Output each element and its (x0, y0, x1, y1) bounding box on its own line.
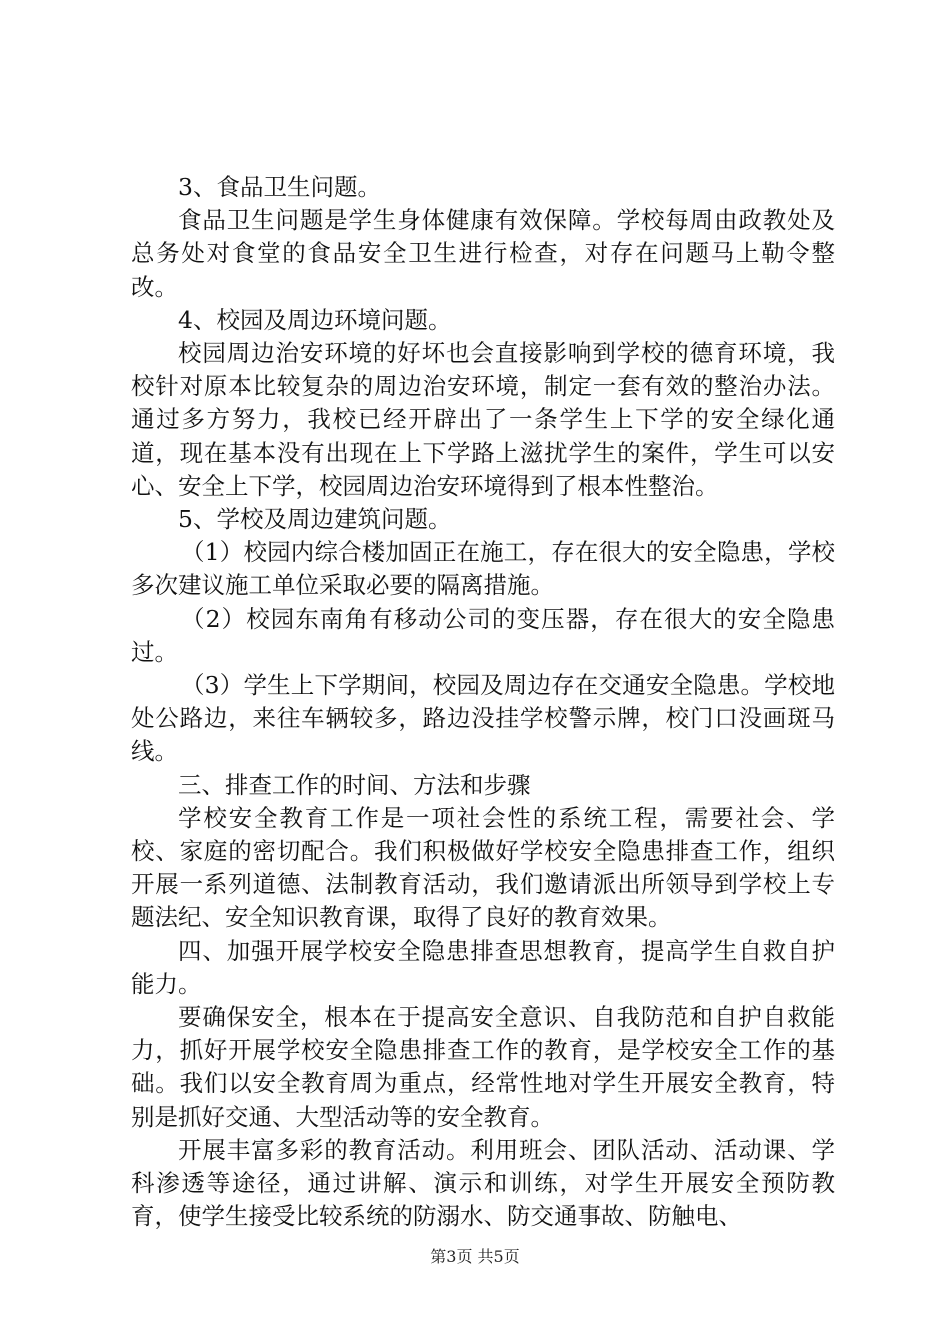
paragraph-food-hygiene: 食品卫生问题是学生身体健康有效保障。学校每周由政教处及总务处对食堂的食品安全卫生进行检查，对存在问题马上勒令整改。 (131, 206, 835, 301)
paragraph-heading-buildings: 5、学校及周边建筑问题。 (178, 505, 452, 534)
paragraph-heading-campus-environment: 4、校园及周边环境问题。 (178, 305, 452, 334)
paragraph-building-item-2: （2）校园东南角有移动公司的变压器，存在很大的安全隐患过。 (131, 604, 835, 666)
paragraph-education-activities: 开展丰富多彩的教育活动。利用班会、团队活动、活动课、学科渗透等途径，通过讲解、演示和训练，对学生开展安全预防教育，使学生接受比较系统的防溺水、防交通事故、防触电、 (131, 1135, 835, 1231)
paragraph-campus-environment: 校园周边治安环境的好坏也会直接影响到学校的德育环境，我校针对原本比较复杂的周边治安环境，制定一套有效的整治办法。通过多方努力，我校已经开辟出了一条学生上下学的安全绿化通道，现在基本没有出现在上下学路上滋扰学生的案件，学生可以安心、安全上下学，校园周边治安环境得到了根本性整治。 (131, 339, 835, 500)
paragraph-ensure-safety: 要确保安全，根本在于提高安全意识、自我防范和自护自救能力，抓好开展学校安全隐患排查工作的教育，是学校安全工作的基础。我们以安全教育周为重点，经常性地对学生开展安全教育，特别是抓好交通、大型活动等的安全教育。 (131, 1003, 835, 1131)
paragraph-building-item-1: （1）校园内综合楼加固正在施工，存在很大的安全隐患，学校多次建议施工单位采取必要的隔离措施。 (131, 538, 835, 600)
document-body (131, 171, 835, 1234)
paragraph-building-item-3: （3）学生上下学期间，校园及周边存在交通安全隐患。学校地处公路边，来往车辆较多，路边没挂学校警示牌，校门口没画斑马线。 (131, 671, 835, 766)
section-heading-inspection-schedule: 三、排查工作的时间、方法和步骤 (178, 770, 531, 799)
paragraph-safety-education: 学校安全教育工作是一项社会性的系统工程，需要社会、学校、家庭的密切配合。我们积极做好学校安全隐患排查工作，组织开展一系列道德、法制教育活动，我们邀请派出所领导到学校上专题法纪、安全知识教育课，取得了良好的教育效果。 (131, 803, 835, 932)
section-heading-self-rescue: 四、加强开展学校安全隐患排查思想教育，提高学生自救自护能力。 (131, 936, 835, 998)
page-number-footer: 第3页 共5页 (430, 1247, 520, 1266)
paragraph-heading-food-hygiene: 3、食品卫生问题。 (178, 173, 381, 201)
